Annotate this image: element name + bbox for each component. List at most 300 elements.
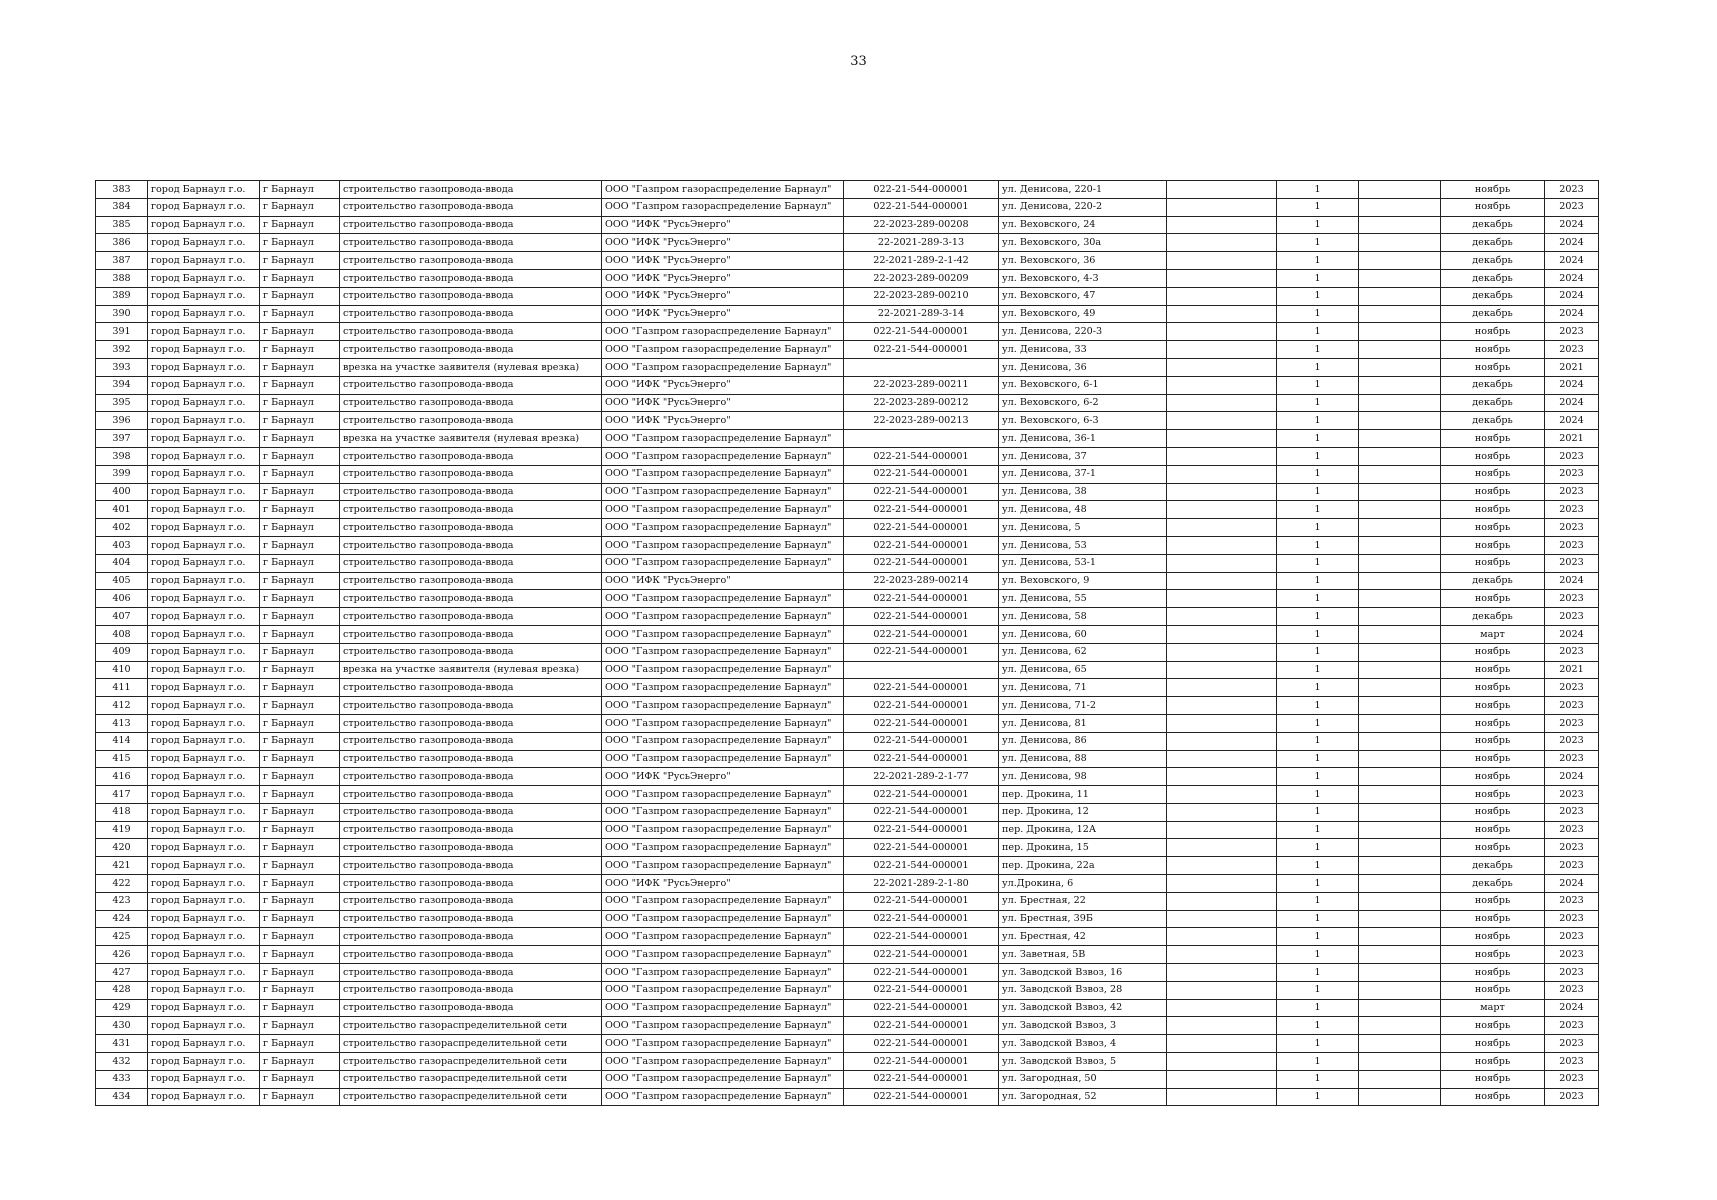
organization-cell: ООО "ИФК "РусьЭнерго" bbox=[602, 768, 844, 786]
table-row bbox=[96, 269, 1599, 287]
empty-cell bbox=[1359, 234, 1441, 252]
municipality-cell: город Барнаул г.о. bbox=[148, 786, 260, 804]
locality-cell: г Барнаул bbox=[260, 590, 340, 608]
month-cell: ноябрь bbox=[1441, 1035, 1545, 1053]
quantity-cell: 1 bbox=[1277, 430, 1359, 448]
address-cell: ул.Дрокина, 6 bbox=[999, 875, 1167, 893]
address-cell: ул. Денисова, 5 bbox=[999, 519, 1167, 537]
month-cell: март bbox=[1441, 625, 1545, 643]
registry-code-cell: 022-21-544-000001 bbox=[844, 608, 999, 626]
year-cell: 2023 bbox=[1545, 679, 1599, 697]
table-row bbox=[96, 999, 1599, 1017]
empty-cell bbox=[1167, 305, 1277, 323]
registry-code-cell: 022-21-544-000001 bbox=[844, 679, 999, 697]
empty-cell bbox=[1167, 857, 1277, 875]
registry-code-cell: 022-21-544-000001 bbox=[844, 554, 999, 572]
year-cell: 2023 bbox=[1545, 697, 1599, 715]
address-cell: ул. Денисова, 53-1 bbox=[999, 554, 1167, 572]
table-row bbox=[96, 447, 1599, 465]
work-type-cell: строительство газопровода-ввода bbox=[340, 999, 602, 1017]
address-cell: ул. Брестная, 22 bbox=[999, 892, 1167, 910]
row-number: 434 bbox=[96, 1088, 148, 1106]
empty-cell bbox=[1167, 519, 1277, 537]
locality-cell: г Барнаул bbox=[260, 234, 340, 252]
municipality-cell: город Барнаул г.о. bbox=[148, 679, 260, 697]
organization-cell: ООО "ИФК "РусьЭнерго" bbox=[602, 394, 844, 412]
municipality-cell: город Барнаул г.о. bbox=[148, 536, 260, 554]
locality-cell: г Барнаул bbox=[260, 394, 340, 412]
address-cell: ул. Заводской Взвоз, 4 bbox=[999, 1035, 1167, 1053]
registry-table bbox=[95, 180, 1599, 1106]
address-cell: ул. Денисова, 48 bbox=[999, 501, 1167, 519]
row-number: 425 bbox=[96, 928, 148, 946]
year-cell: 2024 bbox=[1545, 287, 1599, 305]
address-cell: ул. Денисова, 38 bbox=[999, 483, 1167, 501]
organization-cell: ООО "Газпром газораспределение Барнаул" bbox=[602, 554, 844, 572]
address-cell: ул. Брестная, 39Б bbox=[999, 910, 1167, 928]
municipality-cell: город Барнаул г.о. bbox=[148, 946, 260, 964]
work-type-cell: строительство газопровода-ввода bbox=[340, 323, 602, 341]
table-row bbox=[96, 964, 1599, 982]
registry-code-cell: 022-21-544-000001 bbox=[844, 803, 999, 821]
table-row bbox=[96, 892, 1599, 910]
organization-cell: ООО "Газпром газораспределение Барнаул" bbox=[602, 892, 844, 910]
empty-cell bbox=[1167, 981, 1277, 999]
year-cell: 2023 bbox=[1545, 1053, 1599, 1071]
row-number: 426 bbox=[96, 946, 148, 964]
row-number: 413 bbox=[96, 714, 148, 732]
empty-cell bbox=[1167, 554, 1277, 572]
registry-code-cell: 022-21-544-000001 bbox=[844, 946, 999, 964]
quantity-cell: 1 bbox=[1277, 714, 1359, 732]
registry-code-cell: 22-2021-289-3-14 bbox=[844, 305, 999, 323]
municipality-cell: город Барнаул г.о. bbox=[148, 750, 260, 768]
locality-cell: г Барнаул bbox=[260, 287, 340, 305]
empty-cell bbox=[1359, 376, 1441, 394]
year-cell: 2023 bbox=[1545, 1088, 1599, 1106]
table-row bbox=[96, 287, 1599, 305]
organization-cell: ООО "ИФК "РусьЭнерго" bbox=[602, 269, 844, 287]
row-number: 417 bbox=[96, 786, 148, 804]
year-cell: 2023 bbox=[1545, 981, 1599, 999]
locality-cell: г Барнаул bbox=[260, 1017, 340, 1035]
month-cell: декабрь bbox=[1441, 216, 1545, 234]
organization-cell: ООО "Газпром газораспределение Барнаул" bbox=[602, 608, 844, 626]
address-cell: ул. Заводской Взвоз, 42 bbox=[999, 999, 1167, 1017]
address-cell: ул. Денисова, 62 bbox=[999, 643, 1167, 661]
quantity-cell: 1 bbox=[1277, 803, 1359, 821]
empty-cell bbox=[1167, 323, 1277, 341]
registry-code-cell: 022-21-544-000001 bbox=[844, 821, 999, 839]
work-type-cell: строительство газопровода-ввода bbox=[340, 946, 602, 964]
registry-code-cell: 22-2021-289-2-1-80 bbox=[844, 875, 999, 893]
month-cell: декабрь bbox=[1441, 305, 1545, 323]
row-number: 400 bbox=[96, 483, 148, 501]
empty-cell bbox=[1359, 216, 1441, 234]
municipality-cell: город Барнаул г.о. bbox=[148, 839, 260, 857]
quantity-cell: 1 bbox=[1277, 252, 1359, 270]
year-cell: 2024 bbox=[1545, 625, 1599, 643]
registry-code-cell: 022-21-544-000001 bbox=[844, 750, 999, 768]
month-cell: март bbox=[1441, 999, 1545, 1017]
year-cell: 2023 bbox=[1545, 964, 1599, 982]
organization-cell: ООО "Газпром газораспределение Барнаул" bbox=[602, 447, 844, 465]
work-type-cell: строительство газопровода-ввода bbox=[340, 608, 602, 626]
organization-cell: ООО "Газпром газораспределение Барнаул" bbox=[602, 946, 844, 964]
row-number: 399 bbox=[96, 465, 148, 483]
empty-cell bbox=[1359, 447, 1441, 465]
locality-cell: г Барнаул bbox=[260, 661, 340, 679]
empty-cell bbox=[1167, 768, 1277, 786]
work-type-cell: строительство газораспределительной сети bbox=[340, 1070, 602, 1088]
work-type-cell: строительство газопровода-ввода bbox=[340, 786, 602, 804]
organization-cell: ООО "Газпром газораспределение Барнаул" bbox=[602, 679, 844, 697]
municipality-cell: город Барнаул г.о. bbox=[148, 341, 260, 359]
work-type-cell: строительство газопровода-ввода bbox=[340, 181, 602, 199]
table-row bbox=[96, 981, 1599, 999]
month-cell: декабрь bbox=[1441, 875, 1545, 893]
year-cell: 2023 bbox=[1545, 892, 1599, 910]
locality-cell: г Барнаул bbox=[260, 181, 340, 199]
address-cell: ул. Заводской Взвоз, 3 bbox=[999, 1017, 1167, 1035]
work-type-cell: строительство газопровода-ввода bbox=[340, 287, 602, 305]
empty-cell bbox=[1359, 519, 1441, 537]
table-row bbox=[96, 750, 1599, 768]
table-row bbox=[96, 1017, 1599, 1035]
work-type-cell: врезка на участке заявителя (нулевая врезка) bbox=[340, 661, 602, 679]
row-number: 393 bbox=[96, 358, 148, 376]
address-cell: ул. Заводской Взвоз, 5 bbox=[999, 1053, 1167, 1071]
empty-cell bbox=[1167, 216, 1277, 234]
empty-cell bbox=[1359, 465, 1441, 483]
year-cell: 2023 bbox=[1545, 750, 1599, 768]
empty-cell bbox=[1359, 964, 1441, 982]
municipality-cell: город Барнаул г.о. bbox=[148, 1035, 260, 1053]
month-cell: ноябрь bbox=[1441, 803, 1545, 821]
month-cell: декабрь bbox=[1441, 608, 1545, 626]
quantity-cell: 1 bbox=[1277, 1035, 1359, 1053]
work-type-cell: строительство газопровода-ввода bbox=[340, 964, 602, 982]
locality-cell: г Барнаул bbox=[260, 412, 340, 430]
year-cell: 2024 bbox=[1545, 269, 1599, 287]
empty-cell bbox=[1359, 394, 1441, 412]
year-cell: 2024 bbox=[1545, 412, 1599, 430]
month-cell: ноябрь bbox=[1441, 661, 1545, 679]
year-cell: 2023 bbox=[1545, 714, 1599, 732]
year-cell: 2023 bbox=[1545, 536, 1599, 554]
quantity-cell: 1 bbox=[1277, 287, 1359, 305]
locality-cell: г Барнаул bbox=[260, 803, 340, 821]
address-cell: ул. Веховского, 4-3 bbox=[999, 269, 1167, 287]
year-cell: 2023 bbox=[1545, 465, 1599, 483]
locality-cell: г Барнаул bbox=[260, 857, 340, 875]
table-row bbox=[96, 661, 1599, 679]
locality-cell: г Барнаул bbox=[260, 625, 340, 643]
month-cell: ноябрь bbox=[1441, 430, 1545, 448]
table-row bbox=[96, 679, 1599, 697]
empty-cell bbox=[1167, 536, 1277, 554]
registry-code-cell: 022-21-544-000001 bbox=[844, 590, 999, 608]
organization-cell: ООО "ИФК "РусьЭнерго" bbox=[602, 234, 844, 252]
organization-cell: ООО "Газпром газораспределение Барнаул" bbox=[602, 1070, 844, 1088]
empty-cell bbox=[1167, 358, 1277, 376]
registry-code-cell bbox=[844, 661, 999, 679]
year-cell: 2024 bbox=[1545, 875, 1599, 893]
empty-cell bbox=[1167, 625, 1277, 643]
municipality-cell: город Барнаул г.о. bbox=[148, 554, 260, 572]
registry-code-cell: 022-21-544-000001 bbox=[844, 447, 999, 465]
registry-code-cell: 022-21-544-000001 bbox=[844, 1017, 999, 1035]
year-cell: 2023 bbox=[1545, 198, 1599, 216]
month-cell: ноябрь bbox=[1441, 1053, 1545, 1071]
locality-cell: г Барнаул bbox=[260, 750, 340, 768]
address-cell: ул. Веховского, 49 bbox=[999, 305, 1167, 323]
month-cell: ноябрь bbox=[1441, 892, 1545, 910]
registry-code-cell: 022-21-544-000001 bbox=[844, 981, 999, 999]
table-row bbox=[96, 501, 1599, 519]
year-cell: 2024 bbox=[1545, 572, 1599, 590]
empty-cell bbox=[1359, 786, 1441, 804]
row-number: 387 bbox=[96, 252, 148, 270]
locality-cell: г Барнаул bbox=[260, 928, 340, 946]
row-number: 429 bbox=[96, 999, 148, 1017]
locality-cell: г Барнаул bbox=[260, 305, 340, 323]
year-cell: 2023 bbox=[1545, 483, 1599, 501]
table-row bbox=[96, 572, 1599, 590]
quantity-cell: 1 bbox=[1277, 786, 1359, 804]
organization-cell: ООО "Газпром газораспределение Барнаул" bbox=[602, 857, 844, 875]
table-row bbox=[96, 1070, 1599, 1088]
locality-cell: г Барнаул bbox=[260, 216, 340, 234]
address-cell: ул. Заветная, 5В bbox=[999, 946, 1167, 964]
empty-cell bbox=[1359, 928, 1441, 946]
municipality-cell: город Барнаул г.о. bbox=[148, 216, 260, 234]
empty-cell bbox=[1167, 412, 1277, 430]
work-type-cell: строительство газопровода-ввода bbox=[340, 252, 602, 270]
empty-cell bbox=[1167, 1088, 1277, 1106]
table-row bbox=[96, 305, 1599, 323]
registry-code-cell: 22-2021-289-3-13 bbox=[844, 234, 999, 252]
organization-cell: ООО "Газпром газораспределение Барнаул" bbox=[602, 964, 844, 982]
locality-cell: г Барнаул bbox=[260, 1070, 340, 1088]
municipality-cell: город Барнаул г.о. bbox=[148, 483, 260, 501]
work-type-cell: строительство газопровода-ввода bbox=[340, 928, 602, 946]
quantity-cell: 1 bbox=[1277, 572, 1359, 590]
municipality-cell: город Барнаул г.о. bbox=[148, 412, 260, 430]
row-number: 427 bbox=[96, 964, 148, 982]
month-cell: декабрь bbox=[1441, 287, 1545, 305]
registry-code-cell: 022-21-544-000001 bbox=[844, 1035, 999, 1053]
address-cell: ул. Денисова, 86 bbox=[999, 732, 1167, 750]
registry-code-cell: 022-21-544-000001 bbox=[844, 964, 999, 982]
quantity-cell: 1 bbox=[1277, 768, 1359, 786]
quantity-cell: 1 bbox=[1277, 590, 1359, 608]
organization-cell: ООО "Газпром газораспределение Барнаул" bbox=[602, 750, 844, 768]
empty-cell bbox=[1167, 946, 1277, 964]
quantity-cell: 1 bbox=[1277, 625, 1359, 643]
row-number: 402 bbox=[96, 519, 148, 537]
month-cell: ноябрь bbox=[1441, 768, 1545, 786]
municipality-cell: город Барнаул г.о. bbox=[148, 305, 260, 323]
municipality-cell: город Барнаул г.о. bbox=[148, 821, 260, 839]
month-cell: ноябрь bbox=[1441, 323, 1545, 341]
month-cell: декабрь bbox=[1441, 412, 1545, 430]
address-cell: ул. Загородная, 52 bbox=[999, 1088, 1167, 1106]
table-row bbox=[96, 625, 1599, 643]
organization-cell: ООО "Газпром газораспределение Барнаул" bbox=[602, 714, 844, 732]
empty-cell bbox=[1167, 394, 1277, 412]
empty-cell bbox=[1167, 643, 1277, 661]
municipality-cell: город Барнаул г.о. bbox=[148, 394, 260, 412]
empty-cell bbox=[1167, 234, 1277, 252]
locality-cell: г Барнаул bbox=[260, 732, 340, 750]
address-cell: ул. Веховского, 24 bbox=[999, 216, 1167, 234]
row-number: 386 bbox=[96, 234, 148, 252]
municipality-cell: город Барнаул г.о. bbox=[148, 732, 260, 750]
year-cell: 2024 bbox=[1545, 394, 1599, 412]
organization-cell: ООО "ИФК "РусьЭнерго" bbox=[602, 252, 844, 270]
table-row bbox=[96, 358, 1599, 376]
month-cell: ноябрь bbox=[1441, 181, 1545, 199]
address-cell: пер. Дрокина, 22а bbox=[999, 857, 1167, 875]
locality-cell: г Барнаул bbox=[260, 519, 340, 537]
registry-code-cell: 22-2023-289-00214 bbox=[844, 572, 999, 590]
page-number: 33 bbox=[850, 54, 867, 69]
locality-cell: г Барнаул bbox=[260, 768, 340, 786]
quantity-cell: 1 bbox=[1277, 323, 1359, 341]
empty-cell bbox=[1359, 750, 1441, 768]
quantity-cell: 1 bbox=[1277, 999, 1359, 1017]
work-type-cell: врезка на участке заявителя (нулевая врезка) bbox=[340, 358, 602, 376]
quantity-cell: 1 bbox=[1277, 447, 1359, 465]
locality-cell: г Барнаул bbox=[260, 839, 340, 857]
year-cell: 2024 bbox=[1545, 234, 1599, 252]
month-cell: ноябрь bbox=[1441, 732, 1545, 750]
address-cell: ул. Денисова, 37-1 bbox=[999, 465, 1167, 483]
row-number: 431 bbox=[96, 1035, 148, 1053]
registry-code-cell: 022-21-544-000001 bbox=[844, 839, 999, 857]
quantity-cell: 1 bbox=[1277, 981, 1359, 999]
address-cell: пер. Дрокина, 12 bbox=[999, 803, 1167, 821]
organization-cell: ООО "Газпром газораспределение Барнаул" bbox=[602, 341, 844, 359]
empty-cell bbox=[1359, 483, 1441, 501]
quantity-cell: 1 bbox=[1277, 341, 1359, 359]
work-type-cell: строительство газораспределительной сети bbox=[340, 1017, 602, 1035]
quantity-cell: 1 bbox=[1277, 910, 1359, 928]
month-cell: ноябрь bbox=[1441, 198, 1545, 216]
registry-code-cell bbox=[844, 430, 999, 448]
municipality-cell: город Барнаул г.о. bbox=[148, 697, 260, 715]
year-cell: 2021 bbox=[1545, 661, 1599, 679]
year-cell: 2021 bbox=[1545, 430, 1599, 448]
quantity-cell: 1 bbox=[1277, 839, 1359, 857]
work-type-cell: строительство газопровода-ввода bbox=[340, 483, 602, 501]
registry-code-cell: 022-21-544-000001 bbox=[844, 198, 999, 216]
quantity-cell: 1 bbox=[1277, 554, 1359, 572]
organization-cell: ООО "Газпром газораспределение Барнаул" bbox=[602, 981, 844, 999]
month-cell: ноябрь bbox=[1441, 465, 1545, 483]
municipality-cell: город Барнаул г.о. bbox=[148, 572, 260, 590]
year-cell: 2023 bbox=[1545, 910, 1599, 928]
year-cell: 2024 bbox=[1545, 768, 1599, 786]
empty-cell bbox=[1167, 697, 1277, 715]
registry-code-cell: 22-2021-289-2-1-42 bbox=[844, 252, 999, 270]
empty-cell bbox=[1359, 1035, 1441, 1053]
empty-cell bbox=[1359, 679, 1441, 697]
row-number: 432 bbox=[96, 1053, 148, 1071]
address-cell: ул. Денисова, 220-3 bbox=[999, 323, 1167, 341]
address-cell: ул. Денисова, 33 bbox=[999, 341, 1167, 359]
table-row bbox=[96, 323, 1599, 341]
registry-code-cell: 22-2023-289-00213 bbox=[844, 412, 999, 430]
month-cell: декабрь bbox=[1441, 234, 1545, 252]
work-type-cell: строительство газопровода-ввода bbox=[340, 679, 602, 697]
organization-cell: ООО "Газпром газораспределение Барнаул" bbox=[602, 839, 844, 857]
row-number: 406 bbox=[96, 590, 148, 608]
row-number: 398 bbox=[96, 447, 148, 465]
registry-code-cell: 022-21-544-000001 bbox=[844, 714, 999, 732]
address-cell: ул. Брестная, 42 bbox=[999, 928, 1167, 946]
empty-cell bbox=[1359, 590, 1441, 608]
locality-cell: г Барнаул bbox=[260, 198, 340, 216]
registry-code-cell: 022-21-544-000001 bbox=[844, 999, 999, 1017]
quantity-cell: 1 bbox=[1277, 394, 1359, 412]
municipality-cell: город Барнаул г.о. bbox=[148, 857, 260, 875]
locality-cell: г Барнаул bbox=[260, 554, 340, 572]
address-cell: ул. Веховского, 6-1 bbox=[999, 376, 1167, 394]
empty-cell bbox=[1359, 1053, 1441, 1071]
work-type-cell: строительство газопровода-ввода bbox=[340, 376, 602, 394]
registry-rows bbox=[96, 181, 1599, 1106]
organization-cell: ООО "Газпром газораспределение Барнаул" bbox=[602, 625, 844, 643]
quantity-cell: 1 bbox=[1277, 679, 1359, 697]
year-cell: 2023 bbox=[1545, 323, 1599, 341]
locality-cell: г Барнаул bbox=[260, 981, 340, 999]
organization-cell: ООО "Газпром газораспределение Барнаул" bbox=[602, 430, 844, 448]
month-cell: ноябрь bbox=[1441, 714, 1545, 732]
locality-cell: г Барнаул bbox=[260, 786, 340, 804]
empty-cell bbox=[1167, 1017, 1277, 1035]
quantity-cell: 1 bbox=[1277, 501, 1359, 519]
work-type-cell: строительство газопровода-ввода bbox=[340, 875, 602, 893]
organization-cell: ООО "Газпром газораспределение Барнаул" bbox=[602, 697, 844, 715]
address-cell: ул. Заводской Взвоз, 28 bbox=[999, 981, 1167, 999]
registry-code-cell: 022-21-544-000001 bbox=[844, 483, 999, 501]
empty-cell bbox=[1359, 252, 1441, 270]
table-row bbox=[96, 430, 1599, 448]
municipality-cell: город Барнаул г.о. bbox=[148, 447, 260, 465]
year-cell: 2023 bbox=[1545, 501, 1599, 519]
table-row bbox=[96, 252, 1599, 270]
empty-cell bbox=[1359, 857, 1441, 875]
municipality-cell: город Барнаул г.о. bbox=[148, 964, 260, 982]
year-cell: 2023 bbox=[1545, 590, 1599, 608]
month-cell: ноябрь bbox=[1441, 341, 1545, 359]
month-cell: ноябрь bbox=[1441, 519, 1545, 537]
address-cell: ул. Денисова, 53 bbox=[999, 536, 1167, 554]
empty-cell bbox=[1167, 608, 1277, 626]
municipality-cell: город Барнаул г.о. bbox=[148, 358, 260, 376]
organization-cell: ООО "Газпром газораспределение Барнаул" bbox=[602, 786, 844, 804]
table-row bbox=[96, 198, 1599, 216]
table-row bbox=[96, 608, 1599, 626]
quantity-cell: 1 bbox=[1277, 857, 1359, 875]
municipality-cell: город Барнаул г.о. bbox=[148, 323, 260, 341]
empty-cell bbox=[1167, 892, 1277, 910]
empty-cell bbox=[1167, 964, 1277, 982]
municipality-cell: город Барнаул г.о. bbox=[148, 714, 260, 732]
empty-cell bbox=[1359, 892, 1441, 910]
